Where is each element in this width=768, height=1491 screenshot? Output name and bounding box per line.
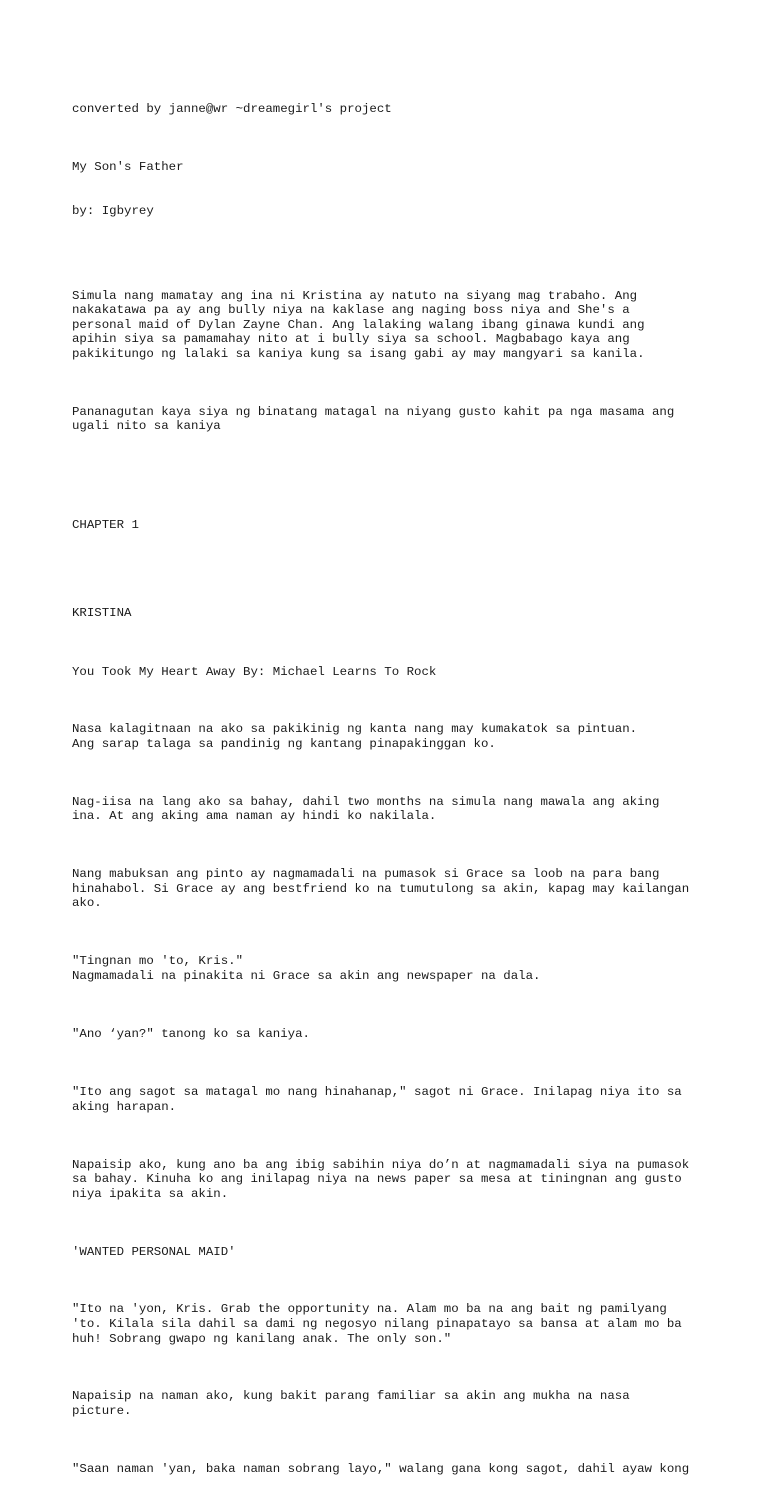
body-paragraph: Napaisip ako, kung ano ba ang ibig sabihin niya do’n at nagmamadali siya na pumasok sa bahay. Kinuha ko ang inilapag niya na news paper sa mesa at tiningnan ang gusto niya ipakita sa akin. xyxy=(72,1157,690,1201)
body-paragraph: "Ano ‘yan?" tanong ko sa kaniya. xyxy=(72,1026,310,1041)
chapter-heading: CHAPTER 1 xyxy=(72,518,139,533)
synopsis-paragraph-2: Pananagutan kaya siya ng binatang matagal na niyang gusto kahit pa nga masama ang ugali nito sa kaniya xyxy=(72,404,675,434)
document-page xyxy=(72,73,712,1491)
body-paragraph: "Saan naman 'yan, baka naman sobrang layo," walang gana kong sagot, dahil ayaw kong xyxy=(72,1461,690,1476)
body-paragraph: Nag-iisa na lang ako sa bahay, dahil two months na simula nang mawala ang aking ina. At ang aking ama naman ay hindi ko nakilala. xyxy=(72,794,660,824)
body-paragraph: 'WANTED PERSONAL MAID' xyxy=(72,1244,236,1259)
song-line: You Took My Heart Away By: Michael Learns To Rock xyxy=(72,664,437,679)
body-paragraph: Nasa kalagitnaan na ako sa pakikinig ng kanta nang may kumakatok sa pintuan. Ang sarap talaga sa pandinig ng kantang pinapakinggan ko. xyxy=(72,722,638,751)
body-paragraph: Nang mabuksan ang pinto ay nagmamadali na pumasok si Grace sa loob na para bang hinahabol. Si Grace ay ang bestfriend ko na tumutulong sa akin, kapag may kailangan ako. xyxy=(72,867,690,911)
body-paragraph: "Tingnan mo 'to, Kris." Nagmamadali na pinakita ni Grace sa akin ang newspaper na dala. xyxy=(72,954,541,983)
body-paragraph: Napaisip na naman ako, kung bakit parang familiar sa akin ang mukha na nasa picture. xyxy=(72,1389,630,1418)
conversion-credit: converted by janne@wr ~dreamegirl's project xyxy=(72,102,392,117)
synopsis-paragraph-1: Simula nang mamatay ang ina ni Kristina ay natuto na siyang mag trabaho. Ang nakakatawa pa ay ang bully niya na kaklase ang naging boss niya and She's a personal maid of Dylan Zayne Chan. Ang lalaking walang ibang ginawa kundi ang apihin siya sa pamamahay nito at i bully siya sa school. Magbabago kaya ang pakikitungo ng lalaki sa kaniya kung sa isang gabi ay may mangyari sa kanila. xyxy=(72,288,645,361)
pov-heading: KRISTINA xyxy=(72,605,132,620)
body-paragraph: "Ito na 'yon, Kris. Grab the opportunity na. Alam mo ba na ang bait ng pamilyang 'to. Kilala sila dahil sa dami ng negosyo nilang pinapatayo sa bansa at alam mo ba huh! Sobrang gwapo ng kanilang anak. The only son." xyxy=(72,1302,682,1346)
body-paragraph: "Ito ang sagot sa matagal mo nang hinahanap," sagot ni Grace. Inilapag niya ito sa aking harapan. xyxy=(72,1085,682,1114)
book-author: by: Igbyrey xyxy=(72,203,154,218)
book-title: My Son's Father xyxy=(72,159,184,174)
